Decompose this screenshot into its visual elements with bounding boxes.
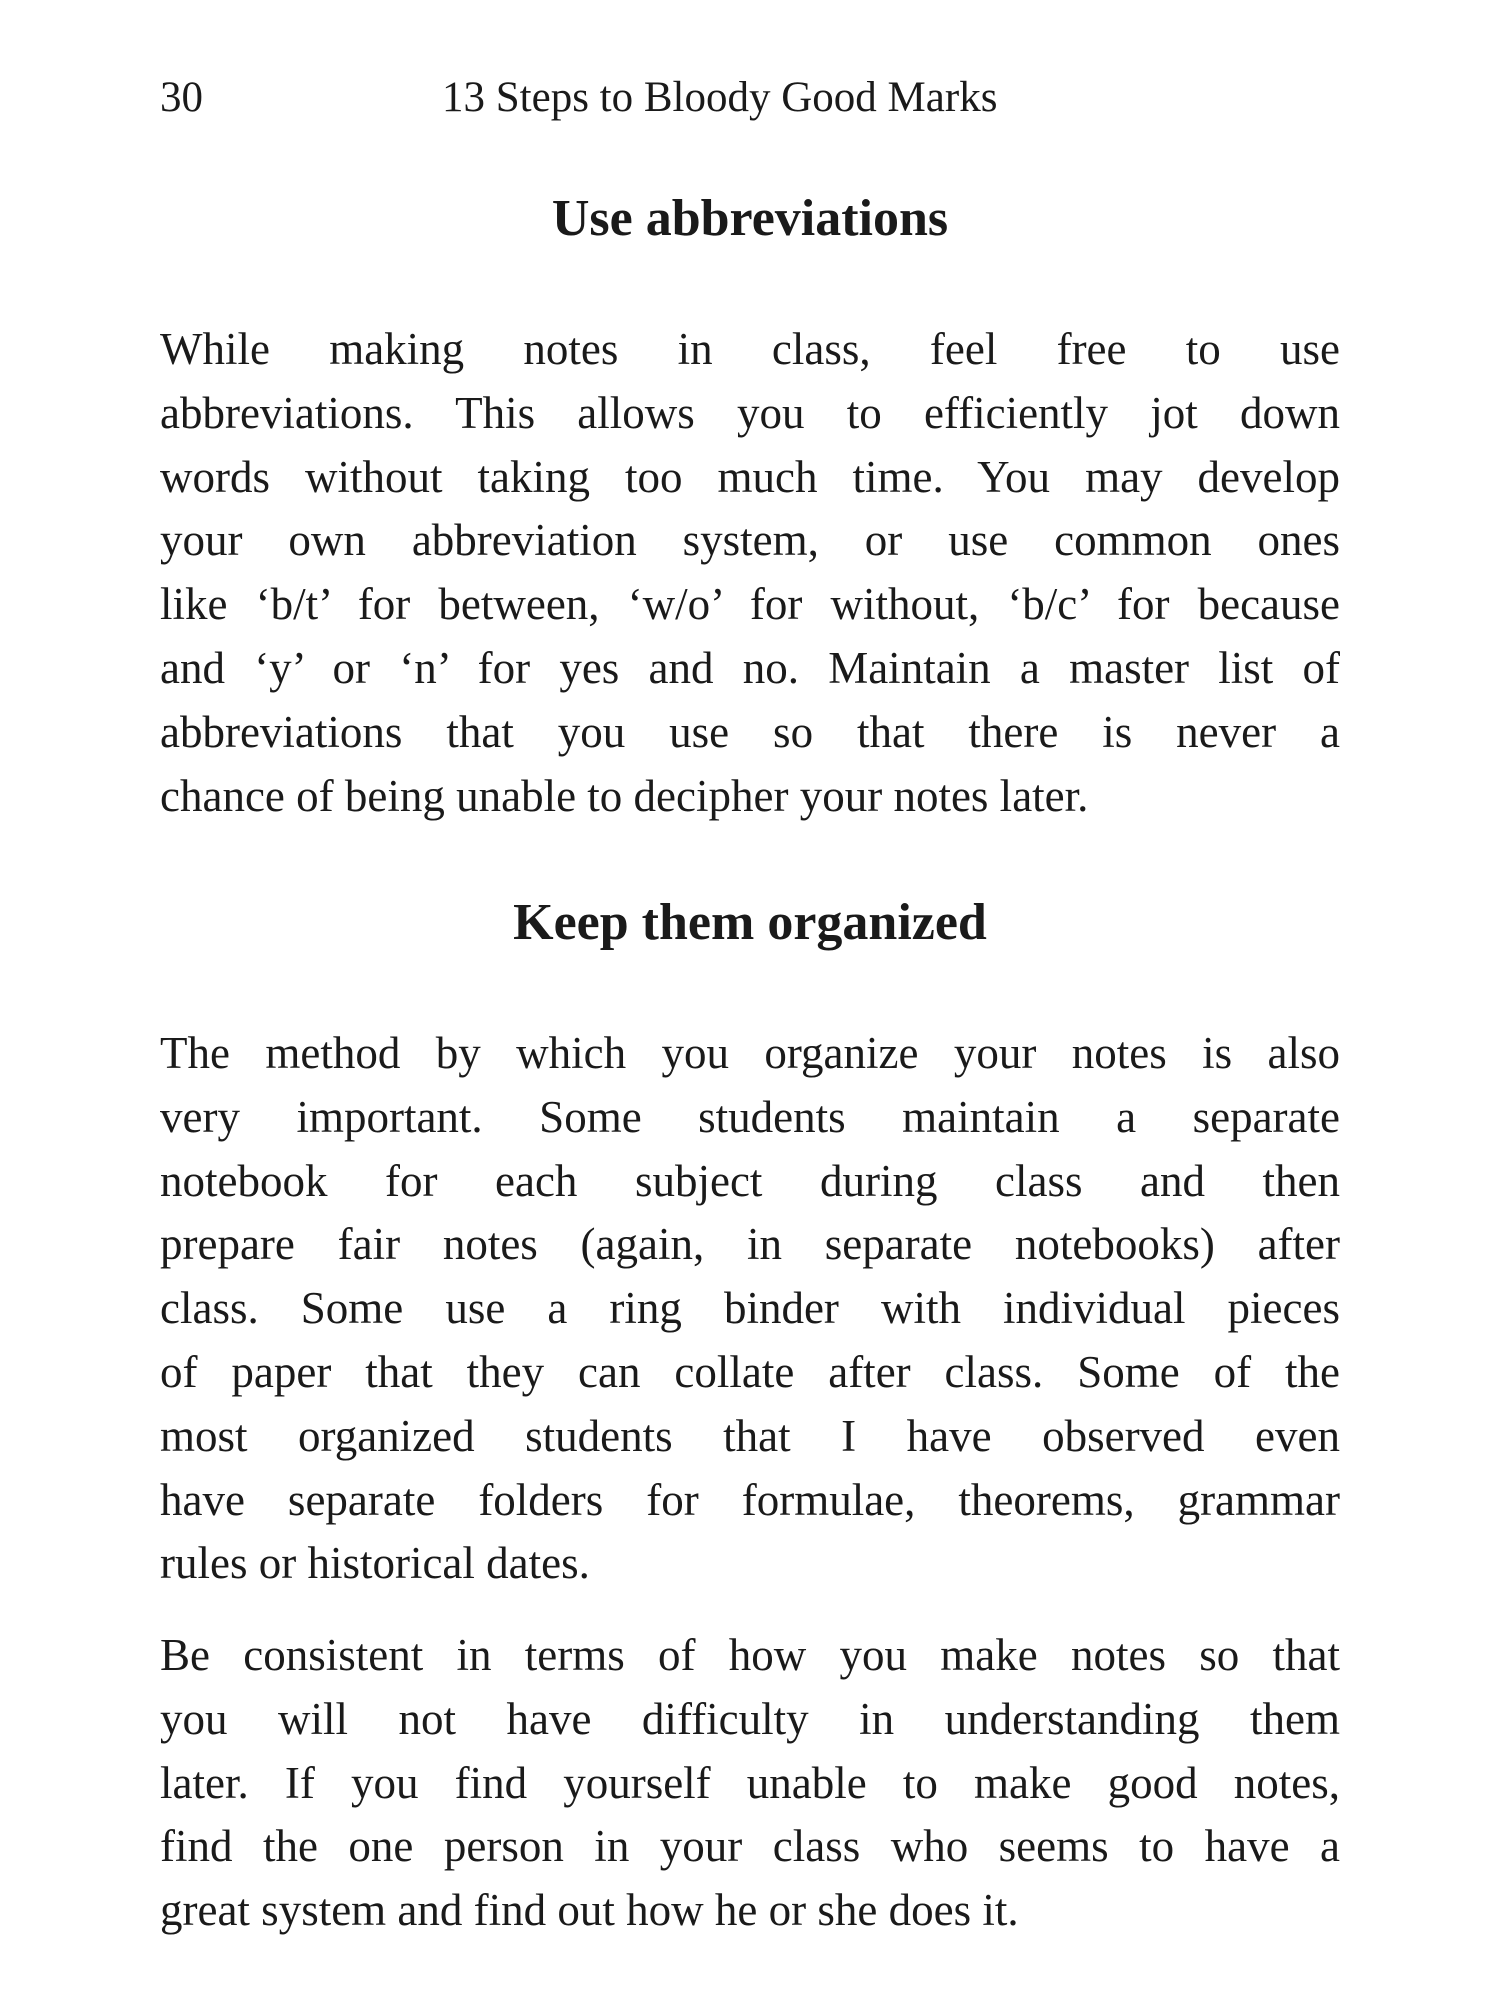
text-line: later. If you find yourself unable to make good notes, [160, 1757, 1340, 1808]
section-heading-organized: Keep them organized [513, 894, 987, 951]
text-line: While making notes in class, feel free to use [160, 324, 1340, 374]
text-line: your own abbreviation system, or use common ones [160, 515, 1340, 566]
text-line: find the one person in your class who seems to have a [160, 1821, 1340, 1872]
text-line: abbreviations that you use so that there is never a [160, 706, 1340, 757]
text-line: chance of being unable to decipher your notes later. [160, 770, 1089, 821]
text-line: great system and find out how he or she does it. [160, 1885, 1019, 1936]
text-line: words without taking too much time. You may develop [160, 451, 1340, 502]
paragraph-be-consistent [160, 1624, 1340, 1943]
text-line: and ‘y’ or ‘n’ for yes and no. Maintain a master list of [160, 642, 1340, 693]
text-line: class. Some use a ring binder with individual pieces [160, 1283, 1340, 1334]
text-line: abbreviations. This allows you to efficiently jot down [160, 387, 1340, 438]
text-line: The method by which you organize your notes is also [160, 1028, 1340, 1078]
page-number: 30 [160, 74, 203, 121]
running-head [160, 68, 1340, 128]
text-line: prepare fair notes (again, in separate notebooks) after [160, 1219, 1340, 1270]
book-title: 13 Steps to Bloody Good Marks [442, 74, 998, 121]
paragraph-organize-method [160, 1022, 1340, 1596]
text-line: most organized students that I have observed even [160, 1410, 1340, 1461]
text-line: have separate folders for formulae, theorems, grammar [160, 1474, 1340, 1525]
text-line: notebook for each subject during class and then [160, 1155, 1340, 1206]
text-line: of paper that they can collate after class. Some of the [160, 1346, 1340, 1397]
text-line: rules or historical dates. [160, 1538, 590, 1589]
text-line: like ‘b/t’ for between, ‘w/o’ for without, ‘b/c’ for because [160, 579, 1340, 630]
text-line: you will not have difficulty in understanding them [160, 1693, 1340, 1744]
text-line: very important. Some students maintain a separate [160, 1091, 1340, 1142]
paragraph-abbreviations [160, 318, 1340, 828]
text-line: Be consistent in terms of how you make notes so that [160, 1630, 1340, 1680]
section-heading-abbreviations: Use abbreviations [551, 190, 949, 247]
